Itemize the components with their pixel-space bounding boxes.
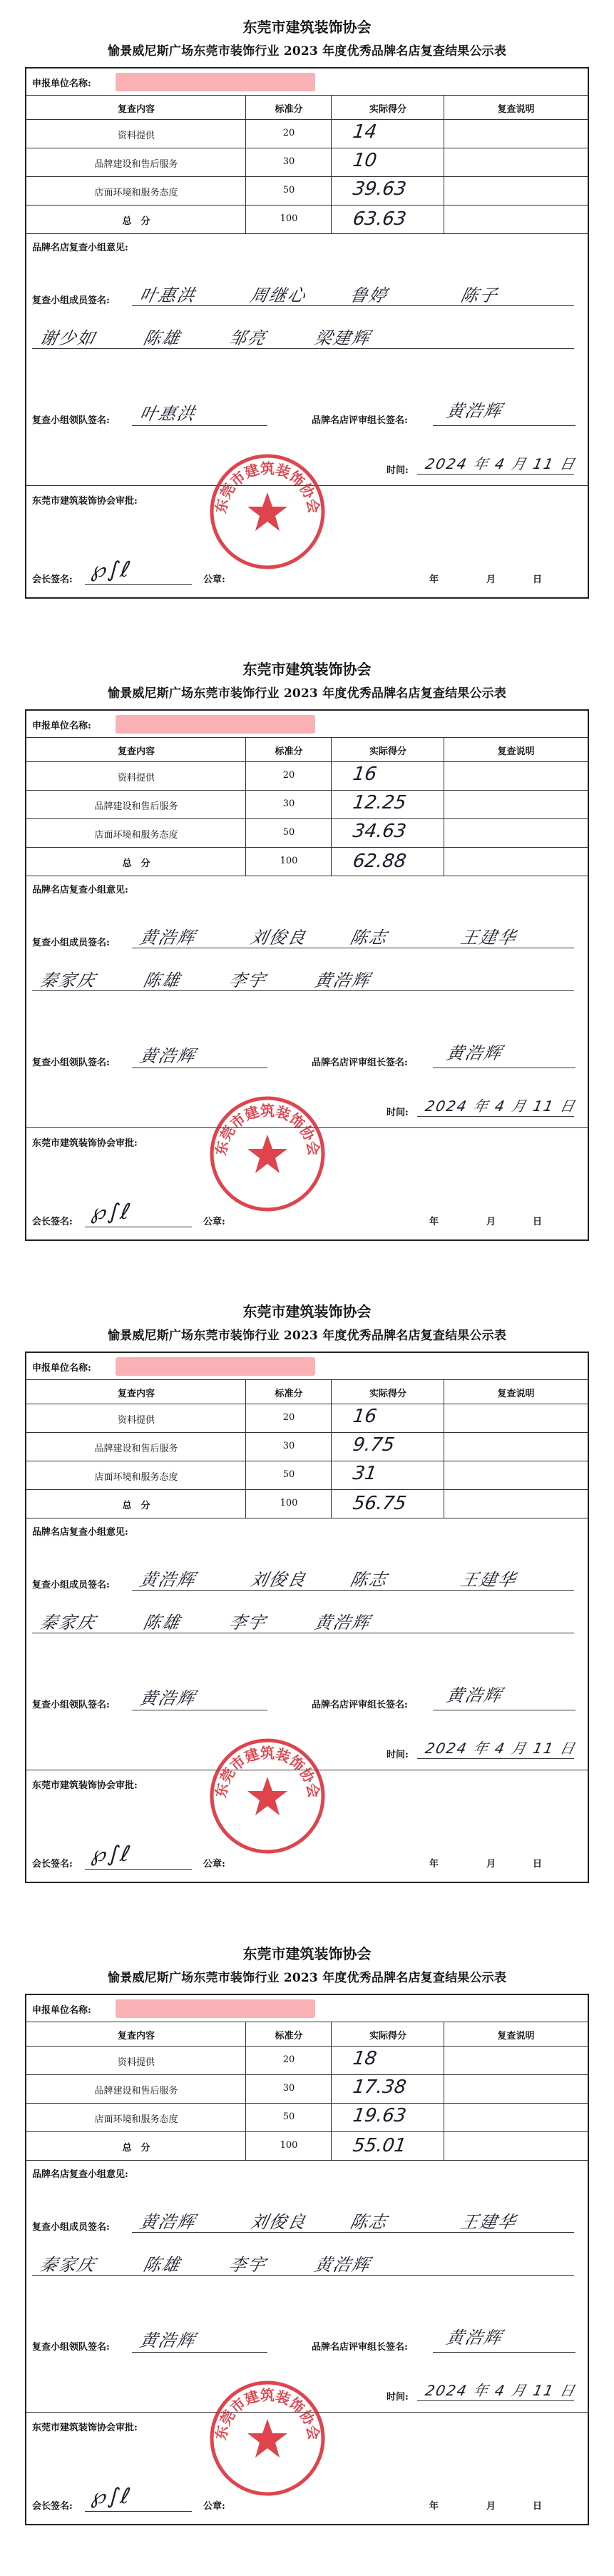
sheet-title: 愉景威尼斯广场东莞市装饰行业 2023 年度优秀品牌名店复查结果公示表: [107, 44, 507, 59]
score-store: 39.63: [332, 177, 444, 206]
member-sig-7: 李宇: [227, 2255, 269, 2275]
members-label: 复查小组成员签名:: [32, 295, 110, 306]
member-sig-1: 黄浩辉: [138, 1570, 198, 1590]
org-name: 东莞市建筑装饰协会: [242, 1945, 372, 1962]
score-materials: 18: [332, 2047, 444, 2075]
chair-label: 会长签名:: [32, 1859, 73, 1870]
col-item-header: 复查内容: [26, 1380, 246, 1404]
stamp-label: 公章:: [203, 1217, 225, 1227]
note-store: [444, 177, 588, 206]
leader-sig: 黄浩辉: [138, 2331, 198, 2351]
std-materials: 20: [246, 120, 332, 148]
opinion-section: [26, 234, 588, 486]
chair-sig: ℘∫ℓ: [89, 1200, 134, 1224]
review-label: 东莞市建筑装饰协会审批:: [32, 1780, 138, 1791]
member-sig-3: 陈志: [348, 1570, 390, 1590]
member-sig-5: 秦家庆: [38, 1613, 98, 1633]
member-sig-2: 刘俊良: [248, 928, 309, 948]
review-month: 月: [486, 1217, 496, 1227]
member-sig-2: 周继心: [248, 285, 309, 305]
jury-sig: 黄浩辉: [444, 401, 505, 421]
std-materials: 20: [246, 762, 332, 791]
opinion-label: 品牌名店复查小组意见:: [32, 885, 128, 896]
seal-star: [247, 2419, 287, 2458]
official-seal: [207, 1093, 328, 1215]
stamp-label: 公章:: [203, 574, 225, 585]
member-sig-1: 黄浩辉: [138, 928, 198, 948]
review-month: 月: [486, 2501, 496, 2512]
opinion-section: [26, 2161, 588, 2413]
score-total: 62.88: [332, 848, 444, 876]
time-label: 时间:: [387, 1107, 409, 1118]
score-store: 31: [332, 1461, 444, 1490]
score-total: 56.75: [332, 1490, 444, 1518]
member-sig-1: 黄浩辉: [138, 2212, 198, 2232]
member-sig-5: 谢少如: [38, 328, 98, 348]
review-year: 年: [429, 1859, 439, 1870]
jury-sig: 黄浩辉: [444, 1685, 505, 1705]
member-sig-8: 黄浩辉: [312, 1613, 373, 1633]
sheet-title: 愉景威尼斯广场东莞市装饰行业 2023 年度优秀品牌名店复查结果公示表: [107, 1971, 507, 1985]
member-sig-4: 王建华: [459, 2212, 519, 2232]
applicant-row: [26, 1353, 588, 1380]
score-brand: 12.25: [332, 791, 444, 819]
member-sig-7: 李宇: [227, 1613, 269, 1633]
std-brand: 30: [246, 791, 332, 819]
note-brand: [444, 1433, 588, 1461]
row-brand: 品牌建设和售后服务: [26, 1433, 246, 1461]
members-label: 复查小组成员签名:: [32, 1580, 110, 1591]
member-sig-6: 陈雄: [141, 328, 183, 348]
redacted-applicant: [116, 1999, 315, 2018]
score-brand: 10: [332, 148, 444, 177]
note-brand: [444, 791, 588, 819]
chair-sig: ℘∫ℓ: [89, 557, 134, 582]
col-item-header: 复查内容: [26, 2022, 246, 2047]
applicant-label: 申报单位名称:: [32, 1363, 91, 1374]
leader-label: 复查小组领队签名:: [32, 415, 110, 426]
member-sig-2: 刘俊良: [248, 1570, 309, 1590]
score-materials: 16: [332, 762, 444, 791]
member-sig-4: 王建华: [459, 928, 519, 948]
applicant-row: [26, 711, 588, 738]
col-note-header: 复查说明: [444, 96, 588, 120]
opinion-section: [26, 876, 588, 1128]
sheet-title: 愉景威尼斯广场东莞市装饰行业 2023 年度优秀品牌名店复查结果公示表: [107, 1329, 507, 1343]
review-month: 月: [486, 574, 496, 585]
col-note-header: 复查说明: [444, 738, 588, 762]
member-sig-4: 陈子: [459, 285, 501, 305]
member-sig-4: 王建华: [459, 1570, 519, 1590]
redacted-applicant: [116, 715, 315, 734]
member-sig-6: 陈雄: [141, 1613, 183, 1633]
review-day: 日: [533, 1859, 543, 1870]
stamp-label: 公章:: [203, 1859, 225, 1870]
applicant-label: 申报单位名称:: [32, 2005, 91, 2016]
sheet-title: 愉景威尼斯广场东莞市装饰行业 2023 年度优秀品牌名店复查结果公示表: [107, 686, 507, 701]
jury-label: 品牌名店评审组长签名:: [312, 415, 408, 426]
seal-text: 东莞市建筑装饰协会: [212, 1102, 323, 1157]
std-brand: 30: [246, 148, 332, 177]
note-total: [444, 1490, 588, 1518]
review-year: 年: [429, 1217, 439, 1227]
note-store: [444, 2104, 588, 2132]
member-sig-6: 陈雄: [141, 2255, 183, 2275]
row-materials: 资料提供: [26, 120, 246, 148]
member-sig-5: 秦家庆: [38, 970, 98, 990]
org-name: 东莞市建筑装饰协会: [242, 19, 372, 36]
std-total: 100: [246, 1490, 332, 1518]
std-store: 50: [246, 819, 332, 848]
review-day: 日: [533, 574, 543, 585]
jury-sig: 黄浩辉: [444, 2328, 505, 2348]
std-total: 100: [246, 2132, 332, 2161]
review-day: 日: [533, 1217, 543, 1227]
row-total: 总 分: [26, 848, 246, 876]
score-total: 55.01: [332, 2132, 444, 2161]
jury-label: 品牌名店评审组长签名:: [312, 2342, 408, 2353]
score-store: 34.63: [332, 819, 444, 848]
row-materials: 资料提供: [26, 1404, 246, 1433]
std-brand: 30: [246, 1433, 332, 1461]
leader-sig: 黄浩辉: [138, 1046, 198, 1066]
date-sig: 2024 年 4 月 11 日: [424, 1097, 578, 1115]
time-label: 时间:: [387, 465, 409, 476]
col-standard-header: 标准分: [246, 738, 332, 762]
col-item-header: 复查内容: [26, 96, 246, 120]
seal-text: 东莞市建筑装饰协会: [212, 1744, 323, 1800]
row-total: 总 分: [26, 2132, 246, 2161]
note-materials: [444, 1404, 588, 1433]
score-materials: 14: [332, 120, 444, 148]
leader-label: 复查小组领队签名:: [32, 1700, 110, 1710]
score-materials: 16: [332, 1404, 444, 1433]
score-store: 19.63: [332, 2104, 444, 2132]
seal-star: [247, 1135, 287, 1173]
seal-star: [247, 492, 287, 531]
official-seal: [207, 451, 328, 572]
row-store: 店面环境和服务态度: [26, 2104, 246, 2132]
row-brand: 品牌建设和售后服务: [26, 2075, 246, 2104]
review-year: 年: [429, 574, 439, 585]
member-sig-3: 陈志: [348, 928, 390, 948]
seal-star: [247, 1777, 287, 1815]
col-actual-header: 实际得分: [332, 2022, 444, 2047]
col-actual-header: 实际得分: [332, 1380, 444, 1404]
official-seal: [207, 2378, 328, 2499]
leader-label: 复查小组领队签名:: [32, 2342, 110, 2353]
row-brand: 品牌建设和售后服务: [26, 791, 246, 819]
members-label: 复查小组成员签名:: [32, 938, 110, 948]
review-label: 东莞市建筑装饰协会审批:: [32, 496, 138, 507]
date-sig: 2024 年 4 月 11 日: [424, 2382, 578, 2399]
note-total: [444, 848, 588, 876]
row-total: 总 分: [26, 1490, 246, 1518]
col-actual-header: 实际得分: [332, 96, 444, 120]
col-standard-header: 标准分: [246, 2022, 332, 2047]
review-day: 日: [533, 2501, 543, 2512]
note-store: [444, 819, 588, 848]
member-sig-5: 秦家庆: [38, 2255, 98, 2275]
opinion-label: 品牌名店复查小组意见:: [32, 243, 128, 253]
std-store: 50: [246, 177, 332, 206]
leader-sig: 叶惠洪: [138, 404, 198, 424]
col-note-header: 复查说明: [444, 1380, 588, 1404]
leader-label: 复查小组领队签名:: [32, 1058, 110, 1068]
time-label: 时间:: [387, 1750, 409, 1760]
note-total: [444, 2132, 588, 2161]
member-sig-1: 叶惠洪: [138, 285, 198, 305]
review-year: 年: [429, 2501, 439, 2512]
std-total: 100: [246, 848, 332, 876]
chair-label: 会长签名:: [32, 574, 73, 585]
redacted-applicant: [116, 73, 315, 91]
review-label: 东莞市建筑装饰协会审批:: [32, 1138, 138, 1149]
member-sig-8: 黄浩辉: [312, 970, 373, 990]
opinion-label: 品牌名店复查小组意见:: [32, 1527, 128, 1538]
std-store: 50: [246, 2104, 332, 2132]
col-standard-header: 标准分: [246, 96, 332, 120]
leader-sig: 黄浩辉: [138, 1688, 198, 1708]
row-store: 店面环境和服务态度: [26, 1461, 246, 1490]
member-sig-8: 梁建辉: [312, 328, 373, 348]
members-label: 复查小组成员签名:: [32, 2222, 110, 2233]
std-total: 100: [246, 206, 332, 234]
row-total: 总 分: [26, 206, 246, 234]
row-store: 店面环境和服务态度: [26, 177, 246, 206]
redacted-applicant: [116, 1357, 315, 1376]
applicant-row: [26, 69, 588, 96]
member-sig-7: 邹亮: [227, 328, 269, 348]
col-note-header: 复查说明: [444, 2022, 588, 2047]
review-month: 月: [486, 1859, 496, 1870]
opinion-label: 品牌名店复查小组意见:: [32, 2169, 128, 2180]
opinion-section: [26, 1518, 588, 1770]
note-materials: [444, 120, 588, 148]
jury-label: 品牌名店评审组长签名:: [312, 1058, 408, 1068]
official-seal: [207, 1735, 328, 1857]
review-label: 东莞市建筑装饰协会审批:: [32, 2423, 138, 2433]
col-actual-header: 实际得分: [332, 738, 444, 762]
note-materials: [444, 2047, 588, 2075]
applicant-label: 申报单位名称:: [32, 78, 91, 89]
member-sig-6: 陈雄: [141, 970, 183, 990]
member-sig-3: 陈志: [348, 2212, 390, 2232]
member-sig-7: 李宇: [227, 970, 269, 990]
score-total: 63.63: [332, 206, 444, 234]
member-sig-3: 鲁婷: [348, 285, 390, 305]
member-sig-8: 黄浩辉: [312, 2255, 373, 2275]
chair-sig: ℘∫ℓ: [89, 2484, 134, 2509]
score-brand: 9.75: [332, 1433, 444, 1461]
note-brand: [444, 2075, 588, 2104]
note-brand: [444, 148, 588, 177]
applicant-label: 申报单位名称:: [32, 721, 91, 731]
date-sig: 2024 年 4 月 11 日: [424, 1740, 578, 1757]
stamp-label: 公章:: [203, 2501, 225, 2512]
date-sig: 2024 年 4 月 11 日: [424, 455, 578, 472]
score-brand: 17.38: [332, 2075, 444, 2104]
note-materials: [444, 762, 588, 791]
seal-text: 东莞市建筑装饰协会: [212, 460, 323, 515]
row-materials: 资料提供: [26, 762, 246, 791]
org-name: 东莞市建筑装饰协会: [242, 661, 372, 678]
org-name: 东莞市建筑装饰协会: [242, 1303, 372, 1320]
row-store: 店面环境和服务态度: [26, 819, 246, 848]
jury-sig: 黄浩辉: [444, 1043, 505, 1063]
col-standard-header: 标准分: [246, 1380, 332, 1404]
std-materials: 20: [246, 1404, 332, 1433]
chair-label: 会长签名:: [32, 1217, 73, 1227]
jury-label: 品牌名店评审组长签名:: [312, 1700, 408, 1710]
applicant-row: [26, 1995, 588, 2022]
row-brand: 品牌建设和售后服务: [26, 148, 246, 177]
member-sig-2: 刘俊良: [248, 2212, 309, 2232]
std-materials: 20: [246, 2047, 332, 2075]
chair-label: 会长签名:: [32, 2501, 73, 2512]
note-total: [444, 206, 588, 234]
row-materials: 资料提供: [26, 2047, 246, 2075]
note-store: [444, 1461, 588, 1490]
time-label: 时间:: [387, 2392, 409, 2403]
chair-sig: ℘∫ℓ: [89, 1842, 134, 1867]
seal-text: 东莞市建筑装饰协会: [212, 2386, 323, 2442]
std-store: 50: [246, 1461, 332, 1490]
col-item-header: 复查内容: [26, 738, 246, 762]
std-brand: 30: [246, 2075, 332, 2104]
